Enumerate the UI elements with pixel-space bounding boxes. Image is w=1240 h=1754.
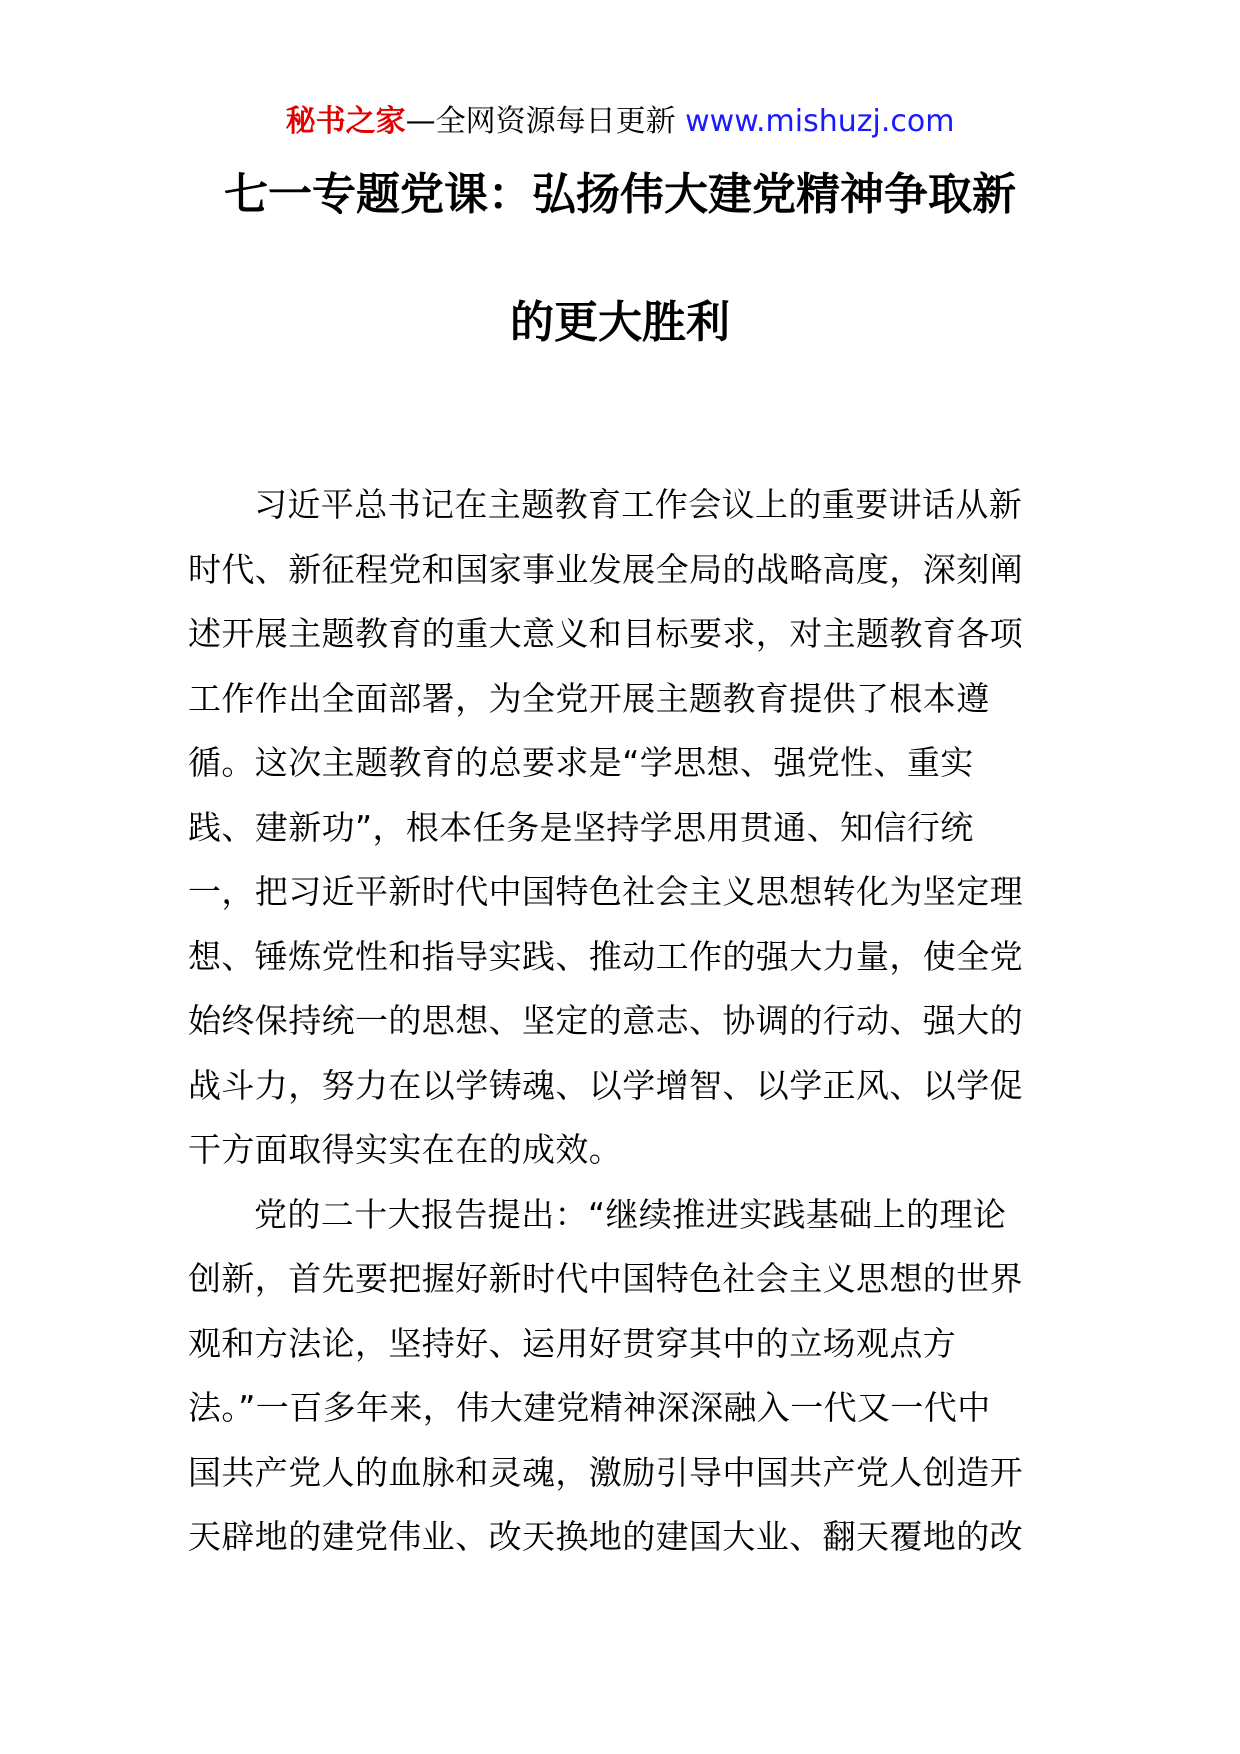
header-tagline: —全网资源每日更新 (405, 104, 686, 139)
paragraph-1-line: 习近平总书记在主题教育工作会议上的重要讲话从新 (254, 485, 1023, 524)
paragraph-2-line: 法。”一百多年来，伟大建党精神深深融入一代又一代中 (188, 1388, 991, 1427)
document-title-line-2: 的更大胜利 (510, 297, 730, 348)
paragraph-1-line: 时代、新征程党和国家事业发展全局的战略高度，深刻阐 (188, 549, 1023, 589)
paragraph-1-line: 一，把习近平新时代中国特色社会主义思想转化为坚定理 (188, 872, 1023, 911)
paragraph-2-line: 党的二十大报告提出：“继续推进实践基础上的理论 (254, 1194, 1007, 1234)
paragraph-2-line: 国共产党人的血脉和灵魂，激励引导中国共产党人创造开 (188, 1452, 1023, 1492)
site-header (0, 100, 1240, 144)
paragraph-1-line: 循。这次主题教育的总要求是“学思想、强党性、重实 (188, 743, 974, 782)
document-title-line-1: 七一专题党课：弘扬伟大建党精神争取新 (224, 169, 1016, 220)
document-body (188, 473, 1053, 1570)
brand-name: 秘书之家 (285, 104, 406, 139)
paragraph-1-line: 述开展主题教育的重大意义和目标要求，对主题教育各项 (188, 614, 1023, 653)
paragraph-1-line: 践、建新功”，根本任务是坚持学思用贯通、知信行统 (188, 807, 974, 847)
paragraph-1-line: 工作作出全面部署，为全党开展主题教育提供了根本遵 (188, 678, 990, 718)
paragraph-2-line: 创新，首先要把握好新时代中国特色社会主义思想的世界 (188, 1259, 1023, 1298)
paragraph-1-line: 战斗力，努力在以学铸魂、以学增智、以学正风、以学促 (188, 1065, 1023, 1105)
paragraph-1-line: 干方面取得实实在在的成效。 (188, 1130, 623, 1169)
site-url-link[interactable]: www.mishuzj.com (685, 104, 955, 139)
paragraph-2-line: 观和方法论，坚持好、运用好贯穿其中的立场观点方 (188, 1323, 957, 1363)
paragraph-2-line: 天辟地的建党伟业、改天换地的建国大业、翻天覆地的改 (188, 1517, 1023, 1556)
paragraph-1-line: 始终保持统一的思想、坚定的意志、协调的行动、强大的 (188, 1001, 1023, 1040)
paragraph-1-line: 想、锤炼党性和指导实践、推动工作的强大力量，使全党 (188, 936, 1023, 976)
